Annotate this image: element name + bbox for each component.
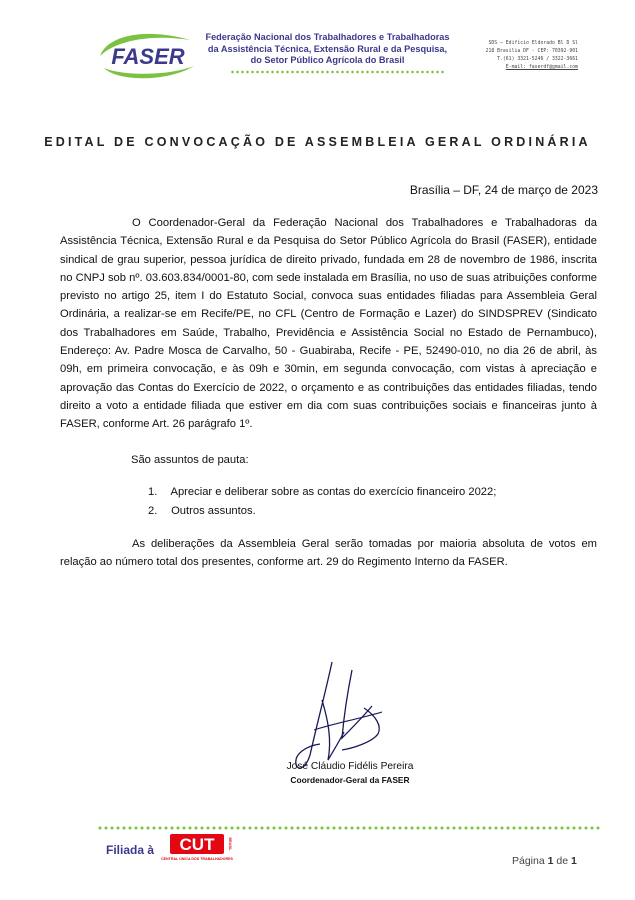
address-line: SDS – Edifício Eldorado Bl D Sl [488,41,578,46]
page-number [512,855,577,867]
cut-logo [161,834,233,862]
footer-dotted-divider [97,826,602,830]
address-line: 218 Brasília DF - CEP: 70392-901 [485,49,578,54]
address-line: T.(61) 3321-5246 / 3322-3661 [497,57,578,62]
closing-paragraph: As deliberações da Assembleia Geral serão tomadas por maioria absoluta de votos em relação ao número total dos presentes, conforme art. 29 do Regimento Interno da FASER. [60,538,597,569]
signer-name: José Cláudio Fidélis Pereira [286,761,414,772]
list-item-number: 2. [148,504,158,517]
list-item-text: Apreciar e deliberar sobre as contas do exercício financeiro 2022; [170,486,497,498]
logo-wordmark: FASER [111,44,185,69]
main-paragraph: O Coordenador-Geral da Federação Nacional dos Trabalhadores e Trabalhadoras da Assistência Técnica, Extensão Rural e da Pesquisa do Setor Público Agrícola do Brasil (FASER), entidade sindical de grau superior, pessoa jurídica de direito privado, fundada em 28 de novembro de 1986, inscrita no CNPJ sob nº. 03.603.834/0001-80, com sede instalada em Brasília, no uso de suas atribuições conforme previsto no artigo 25, item I do Estatuto Social, convoca suas entidades filiadas para Assembleia Geral Ordinária, a realizar-se em Recife/PE, no CFL (Centro de Formação e Lazer) do SINDSPREV (Sindicato dos Trabalhadores em Saúde, Trabalho, Previdência e Assistência Social no Estado de Pernambuco), Endereço: Av. Padre Mosca de Carvalho, 50 - Guabiraba, Recife - PE, 52490-010, no dia 26 de abril, às 09h, em primeira convocação, e às 09h e 30min, em segunda convocação, com vistas à apreciação e aprovação das Contas do Exercício de 2022, o orçamento e as contribuições das entidades filiadas, tendo direito a voto a entidade filiada que estiver em dia com suas contribuições sociais e financeiras junto à FASER, conforme Art. 26 parágrafo 1º. [60,217,597,431]
faser-logo [98,26,198,82]
svg-text:CUT: CUT [179,835,215,854]
list-item-text: Outros assuntos. [171,504,256,517]
federation-line: do Setor Público Agrícola do Brasil [250,55,405,65]
svg-text:BRASIL: BRASIL [228,837,232,851]
list-item-number: 1. [148,486,158,498]
agenda-intro: São assuntos de pauta: [131,454,249,466]
page-total: 1 [571,855,577,867]
list-item [148,502,496,521]
federation-line: Federação Nacional dos Trabalhadores e Trabalhadoras [205,32,450,42]
list-item [148,483,496,502]
svg-text:CENTRAL ÚNICA DOS TRABALHADORE: CENTRAL ÚNICA DOS TRABALHADORES [161,857,233,861]
email-link[interactable]: E-mail: faserdf@gmail.com [505,65,578,70]
page-word: Página [512,855,545,867]
page-current: 1 [547,855,554,867]
affiliation-label: Filiada à [106,843,155,857]
document-title: EDITAL DE CONVOCAÇÃO DE ASSEMBLEIA GERAL ORDINÁRIA [44,135,591,149]
federation-line: da Assistência Técnica, Extensão Rural e da Pesquisa, [207,43,448,54]
signer-role: Coordenador-Geral da FASER [290,775,410,785]
dateline: Brasília – DF, 24 de março de 2023 [409,183,598,197]
header-dotted-divider [230,70,445,74]
page-of: de [556,855,569,867]
contact-address [458,40,578,72]
federation-name [205,32,450,67]
agenda-list [148,483,496,520]
